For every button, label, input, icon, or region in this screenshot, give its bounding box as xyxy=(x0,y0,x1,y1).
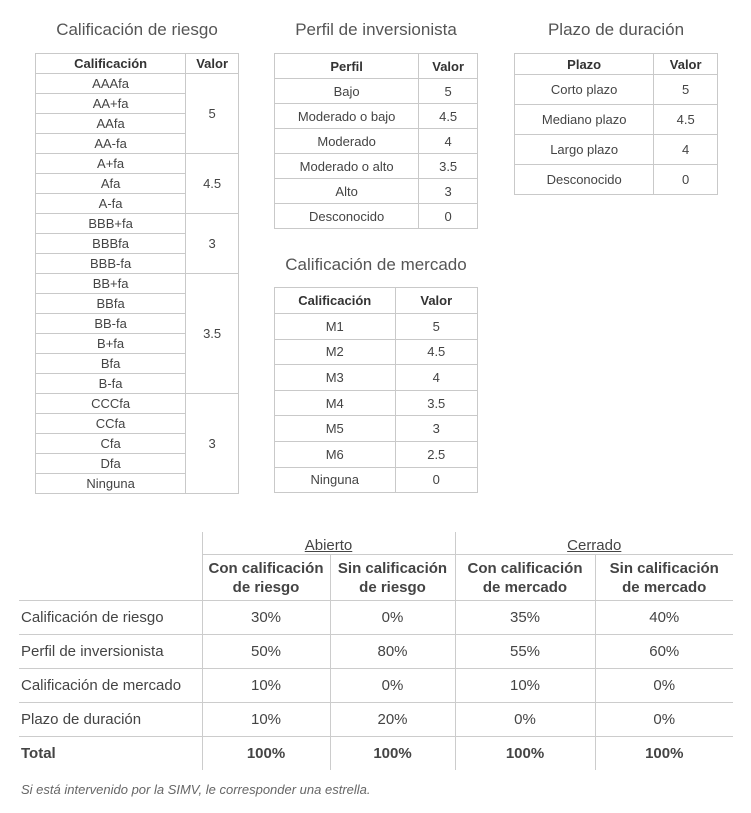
mercado-header-rating: Calificación xyxy=(275,288,396,314)
perfil-value-cell: 5 xyxy=(419,79,478,104)
subheader-line-2: de mercado xyxy=(622,578,707,596)
perfil-label-cell: Alto xyxy=(275,179,419,204)
plazo-header-term: Plazo xyxy=(515,54,654,75)
riesgo-rating-cell: AA+fa xyxy=(36,94,186,114)
mercado-value-cell: 4 xyxy=(395,365,477,391)
mercado-value-cell: 0 xyxy=(395,467,477,493)
perfil-label-cell: Moderado xyxy=(275,129,419,154)
perfil-value-cell: 3.5 xyxy=(419,154,478,179)
riesgo-rating-cell: BBB+fa xyxy=(36,214,186,234)
summary-row-label: Total xyxy=(21,745,56,762)
plazo-body xyxy=(515,75,718,195)
perfil-value-cell: 4 xyxy=(419,129,478,154)
perfil-label-cell: Moderado o alto xyxy=(275,154,419,179)
mercado-row xyxy=(275,390,478,416)
summary-row-label: Plazo de duración xyxy=(19,703,202,737)
plazo-label-cell: Corto plazo xyxy=(515,75,654,105)
summary-row xyxy=(19,601,733,635)
plazo-value-cell: 0 xyxy=(654,165,718,195)
summary-value-cell: 40% xyxy=(595,601,733,635)
subheader-line-1: Con calificación xyxy=(208,559,324,577)
riesgo-rating-cell: B-fa xyxy=(36,374,186,394)
perfil-title: Perfil de inversionista xyxy=(295,20,457,39)
mercado-label-cell: M3 xyxy=(275,365,396,391)
summary-value-cell: 10% xyxy=(202,669,330,703)
perfil-value-cell: 0 xyxy=(419,204,478,229)
riesgo-rating-cell: Ninguna xyxy=(36,474,186,494)
plazo-row xyxy=(515,135,718,165)
perfil-body xyxy=(275,79,478,229)
riesgo-row xyxy=(36,74,239,94)
mercado-row xyxy=(275,314,478,340)
riesgo-value-cell: 3 xyxy=(186,214,239,274)
riesgo-title: Calificación de riesgo xyxy=(56,20,218,39)
mercado-value-cell: 5 xyxy=(395,314,477,340)
summary-value-cell: 50% xyxy=(202,635,330,669)
group-abierto: Abierto xyxy=(202,532,455,555)
riesgo-rating-cell: CCCfa xyxy=(36,394,186,414)
weighting-table xyxy=(19,532,733,770)
perfil-label-cell: Desconocido xyxy=(275,204,419,229)
riesgo-rating-cell: AAAfa xyxy=(36,74,186,94)
riesgo-rating-cell: Afa xyxy=(36,174,186,194)
summary-value-cell: 35% xyxy=(455,601,595,635)
summary-value-cell: 0% xyxy=(330,669,455,703)
riesgo-row xyxy=(36,154,239,174)
riesgo-row xyxy=(36,214,239,234)
summary-row xyxy=(19,635,733,669)
mercado-label-cell: M1 xyxy=(275,314,396,340)
plazo-row xyxy=(515,75,718,105)
summary-subheader-row xyxy=(19,555,733,601)
summary-row-label: Perfil de inversionista xyxy=(19,635,202,669)
summary-value-cell: 80% xyxy=(330,635,455,669)
summary-value-cell: 0% xyxy=(595,669,733,703)
subheader-line-2: de riesgo xyxy=(232,578,300,596)
riesgo-rating-cell: BB-fa xyxy=(36,314,186,334)
mercado-label-cell: M5 xyxy=(275,416,396,442)
summary-row-label: Calificación de riesgo xyxy=(19,601,202,635)
summary-value-cell: 0% xyxy=(595,703,733,737)
mercado-value-cell: 3.5 xyxy=(395,390,477,416)
mercado-header-value: Valor xyxy=(395,288,477,314)
riesgo-value-cell: 3 xyxy=(186,394,239,494)
group-cerrado: Cerrado xyxy=(455,532,733,555)
plazo-label-cell: Mediano plazo xyxy=(515,105,654,135)
riesgo-rating-cell: AAfa xyxy=(36,114,186,134)
riesgo-header-value: Valor xyxy=(186,54,239,74)
mercado-row xyxy=(275,441,478,467)
summary-value-cell: 60% xyxy=(595,635,733,669)
perfil-row xyxy=(275,179,478,204)
subheader-line-1: Sin calificación xyxy=(337,559,448,577)
perfil-value-cell: 3 xyxy=(419,179,478,204)
mercado-title: Calificación de mercado xyxy=(285,255,467,274)
perfil-row xyxy=(275,129,478,154)
subheader-line-2: de mercado xyxy=(482,578,568,596)
riesgo-value-cell: 3.5 xyxy=(186,274,239,394)
summary-value-cell: 10% xyxy=(455,669,595,703)
summary-value-cell: 100% xyxy=(595,737,733,771)
summary-subheader xyxy=(455,555,595,601)
summary-value-cell: 0% xyxy=(455,703,595,737)
plazo-value-cell: 4 xyxy=(654,135,718,165)
summary-value-cell: 0% xyxy=(330,601,455,635)
mercado-row xyxy=(275,416,478,442)
riesgo-rating-cell: B+fa xyxy=(36,334,186,354)
perfil-header-value: Valor xyxy=(419,54,478,79)
mercado-row xyxy=(275,365,478,391)
summary-value-cell: 100% xyxy=(330,737,455,771)
mercado-label-cell: Ninguna xyxy=(275,467,396,493)
summary-row xyxy=(19,737,733,771)
riesgo-rating-cell: Bfa xyxy=(36,354,186,374)
riesgo-body xyxy=(36,74,239,494)
riesgo-rating-cell: BBfa xyxy=(36,294,186,314)
group-spacer xyxy=(19,532,202,555)
riesgo-rating-cell: Cfa xyxy=(36,434,186,454)
riesgo-table xyxy=(35,53,239,494)
plazo-title: Plazo de duración xyxy=(547,20,685,39)
plazo-value-cell: 4.5 xyxy=(654,105,718,135)
riesgo-row xyxy=(36,274,239,294)
perfil-label-cell: Moderado o bajo xyxy=(275,104,419,129)
summary-value-cell: 100% xyxy=(455,737,595,771)
mercado-row xyxy=(275,467,478,493)
riesgo-rating-cell: A+fa xyxy=(36,154,186,174)
mercado-label-cell: M4 xyxy=(275,390,396,416)
mercado-label-cell: M2 xyxy=(275,339,396,365)
summary-subheader xyxy=(330,555,455,601)
summary-value-cell: 100% xyxy=(202,737,330,771)
summary-body xyxy=(19,601,733,771)
plazo-table xyxy=(514,53,718,195)
summary-value-cell: 20% xyxy=(330,703,455,737)
summary-subheader xyxy=(595,555,733,601)
summary-value-cell: 10% xyxy=(202,703,330,737)
summary-row-label: Calificación de mercado xyxy=(19,669,202,703)
plazo-label-cell: Desconocido xyxy=(515,165,654,195)
perfil-row xyxy=(275,104,478,129)
perfil-row xyxy=(275,204,478,229)
riesgo-row xyxy=(36,394,239,414)
riesgo-value-cell: 5 xyxy=(186,74,239,154)
riesgo-header-rating: Calificación xyxy=(36,54,186,74)
riesgo-rating-cell: BBBfa xyxy=(36,234,186,254)
summary-row xyxy=(19,669,733,703)
subheader-line-1: Con calificación xyxy=(467,559,583,577)
perfil-row xyxy=(275,79,478,104)
riesgo-value-cell: 4.5 xyxy=(186,154,239,214)
plazo-row xyxy=(515,165,718,195)
plazo-row xyxy=(515,105,718,135)
subheader-spacer xyxy=(19,555,202,601)
plazo-value-cell: 5 xyxy=(654,75,718,105)
mercado-value-cell: 2.5 xyxy=(395,441,477,467)
mercado-label-cell: M6 xyxy=(275,441,396,467)
summary-subheader xyxy=(202,555,330,601)
plazo-header-value: Valor xyxy=(654,54,718,75)
plazo-label-cell: Largo plazo xyxy=(515,135,654,165)
mercado-value-cell: 4.5 xyxy=(395,339,477,365)
perfil-table xyxy=(274,53,478,229)
summary-value-cell: 30% xyxy=(202,601,330,635)
footnote: Si está intervenido por la SIMV, le corresponder una estrella. xyxy=(21,782,371,797)
riesgo-rating-cell: AA-fa xyxy=(36,134,186,154)
summary-row xyxy=(19,703,733,737)
mercado-body xyxy=(275,314,478,493)
riesgo-rating-cell: CCfa xyxy=(36,414,186,434)
mercado-row xyxy=(275,339,478,365)
subheader-line-2: de riesgo xyxy=(359,578,426,596)
mercado-table xyxy=(274,287,478,493)
perfil-header-profile: Perfil xyxy=(275,54,419,79)
mercado-value-cell: 3 xyxy=(395,416,477,442)
riesgo-rating-cell: A-fa xyxy=(36,194,186,214)
subheader-line-1: Sin calificación xyxy=(609,559,719,577)
riesgo-rating-cell: BBB-fa xyxy=(36,254,186,274)
riesgo-rating-cell: BB+fa xyxy=(36,274,186,294)
perfil-row xyxy=(275,154,478,179)
summary-value-cell: 55% xyxy=(455,635,595,669)
perfil-value-cell: 4.5 xyxy=(419,104,478,129)
riesgo-rating-cell: Dfa xyxy=(36,454,186,474)
perfil-label-cell: Bajo xyxy=(275,79,419,104)
